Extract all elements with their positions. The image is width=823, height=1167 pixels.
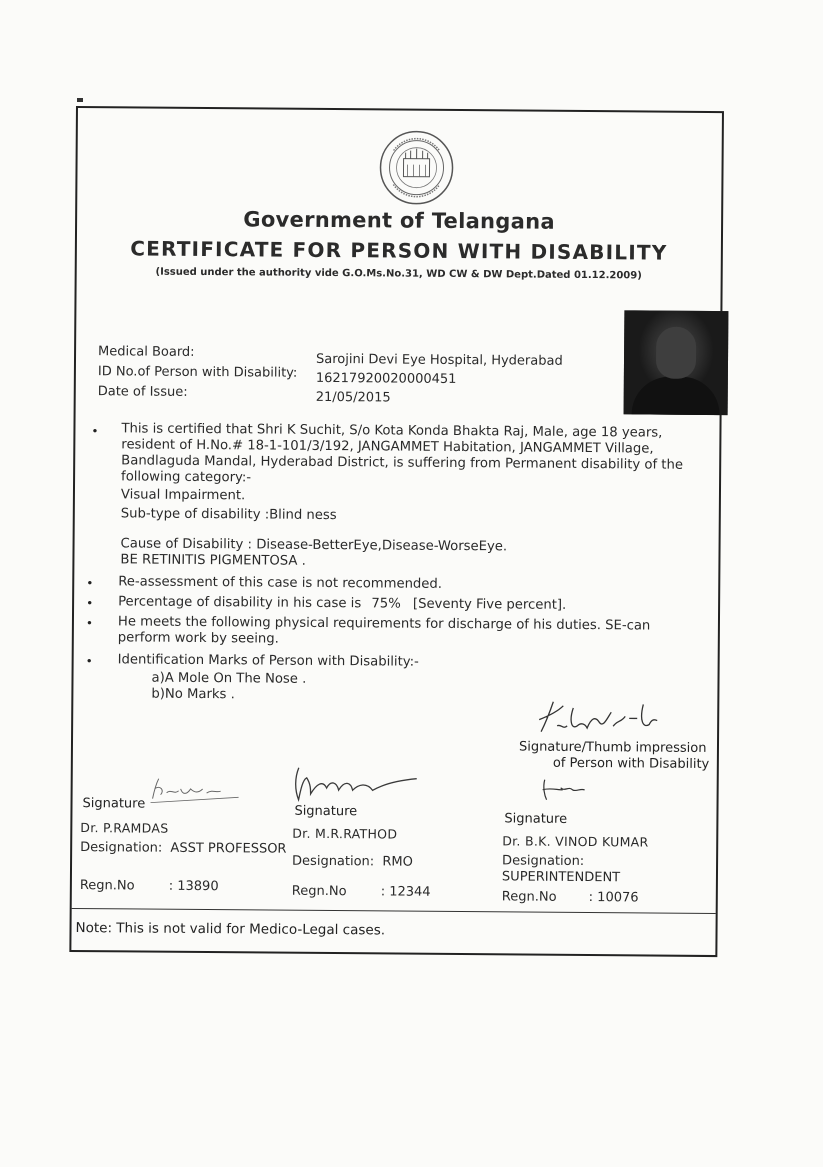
signatory-1-regn-label: Regn.No: [79, 878, 135, 894]
applicant-photo: [624, 310, 729, 415]
thumb-impression-scribble: [539, 776, 609, 805]
identification-mark-a: a)A Mole On The Nose .: [151, 670, 307, 687]
signatory-3-regn-label: Regn.No: [501, 889, 557, 905]
signatory-3-designation-value: SUPERINTENDENT: [501, 869, 621, 886]
certified-line-1: This is certified that Shri K Suchit, S/o Kota Konda Bhakta Raj, Male, age 18 years,: [121, 421, 663, 441]
percentage-words: [Seventy Five percent].: [412, 596, 567, 613]
signatory-3-name: Dr. B.K. VINOD KUMAR: [502, 833, 649, 850]
certified-line-4: following category:-: [121, 469, 252, 486]
signatory-1-name: Dr. P.RAMDAS: [80, 820, 169, 836]
signatory-1-designation-label: Designation:: [80, 840, 163, 856]
percentage-line: [118, 594, 566, 614]
signatory-3-designation-label: Designation:: [502, 853, 585, 870]
requirements-line-2: perform work by seeing.: [117, 630, 279, 647]
medical-board-label: Medical Board:: [98, 344, 195, 360]
photo-shoulders: [632, 376, 720, 415]
photo-face: [656, 327, 696, 379]
percentage-value: 75%: [371, 596, 401, 612]
identification-mark-b: b)No Marks .: [151, 686, 235, 703]
signatory-2-designation-value: RMO: [382, 854, 413, 870]
scan-mark: [77, 98, 83, 102]
signatory-2-designation-label: Designation:: [292, 853, 375, 870]
applicant-signature-label-2: of Person with Disability: [552, 755, 710, 772]
bullet-dot-icon: •: [85, 616, 94, 631]
certificate-frame: [69, 106, 724, 957]
signatory-3-signature-label: Signature: [504, 811, 568, 827]
issued-authority-line: (Issued under the authority vide G.O.Ms.No.31, WD CW & DW Dept.Dated 01.12.2009): [155, 266, 642, 282]
signatory-1-designation-value: ASST PROFESSOR: [170, 840, 287, 857]
signatory-3-regn: [502, 889, 639, 905]
disability-subtype: Sub-type of disability :Blind ness: [120, 506, 337, 524]
signatory-2-regn-value: : 12344: [380, 884, 431, 900]
bullet-dot-icon: •: [86, 596, 94, 611]
signatory-2-signature-scribble: [287, 760, 457, 805]
id-value: 16217920020000451: [315, 370, 457, 387]
medical-board-value: Sarojini Devi Eye Hospital, Hyderabad: [315, 351, 563, 369]
cause-line-1: Cause of Disability : Disease-BetterEye,Disease-WorseEye.: [120, 536, 508, 555]
date-of-issue-label: Date of Issue:: [97, 384, 188, 400]
signatory-2-signature-label: Signature: [294, 803, 358, 820]
signatory-2-name: Dr. M.R.RATHOD: [292, 825, 398, 842]
note-text: Note: This is not valid for Medico-Legal cases.: [75, 920, 386, 939]
telangana-state-emblem-icon: [377, 128, 456, 207]
reassessment-line: Re-assessment of this case is not recommended.: [118, 574, 443, 592]
applicant-signature-scribble: [533, 696, 683, 741]
note-divider: [72, 908, 716, 914]
signatory-1-regn-value: : 13890: [168, 878, 219, 895]
bullet-dot-icon: •: [91, 424, 99, 439]
requirements-line-1: He meets the following physical requirements for discharge of his duties. SE-can: [117, 614, 651, 634]
signatory-3-regn-value: : 10076: [588, 890, 639, 906]
signatory-1-signature-scribble: [147, 775, 243, 806]
signatory-2-regn: [292, 884, 431, 900]
signatory-1-signature-label: Signature: [82, 796, 146, 812]
certified-line-3: Bandlaguda Mandal, Hyderabad District, is suffering from Permanent disability of the: [121, 453, 684, 473]
cause-line-2: BE RETINITIS PIGMENTOSA .: [120, 552, 306, 569]
id-label: ID No.of Person with Disability:: [97, 364, 298, 381]
percentage-prefix: Percentage of disability in his case is: [118, 594, 362, 612]
bullet-dot-icon: •: [85, 654, 93, 669]
signatory-2-regn-label: Regn.No: [291, 883, 347, 900]
date-of-issue-value: 21/05/2015: [315, 389, 391, 406]
government-heading: Government of Telangana: [243, 207, 555, 234]
identification-label: Identification Marks of Person with Disability:-: [117, 652, 419, 670]
applicant-signature-label-1: Signature/Thumb impression: [518, 739, 707, 756]
certified-line-2: resident of H.No.# 18-1-101/3/192, JANGAMMET Habitation, JANGAMMET Village,: [121, 437, 654, 457]
bullet-dot-icon: •: [86, 576, 94, 591]
signatory-1-designation: [80, 840, 286, 857]
signatory-1-regn: [80, 878, 219, 894]
signatory-2-designation: [292, 854, 413, 870]
disability-category: Visual Impairment.: [120, 487, 246, 504]
certificate-title: CERTIFICATE FOR PERSON WITH DISABILITY: [130, 236, 668, 265]
